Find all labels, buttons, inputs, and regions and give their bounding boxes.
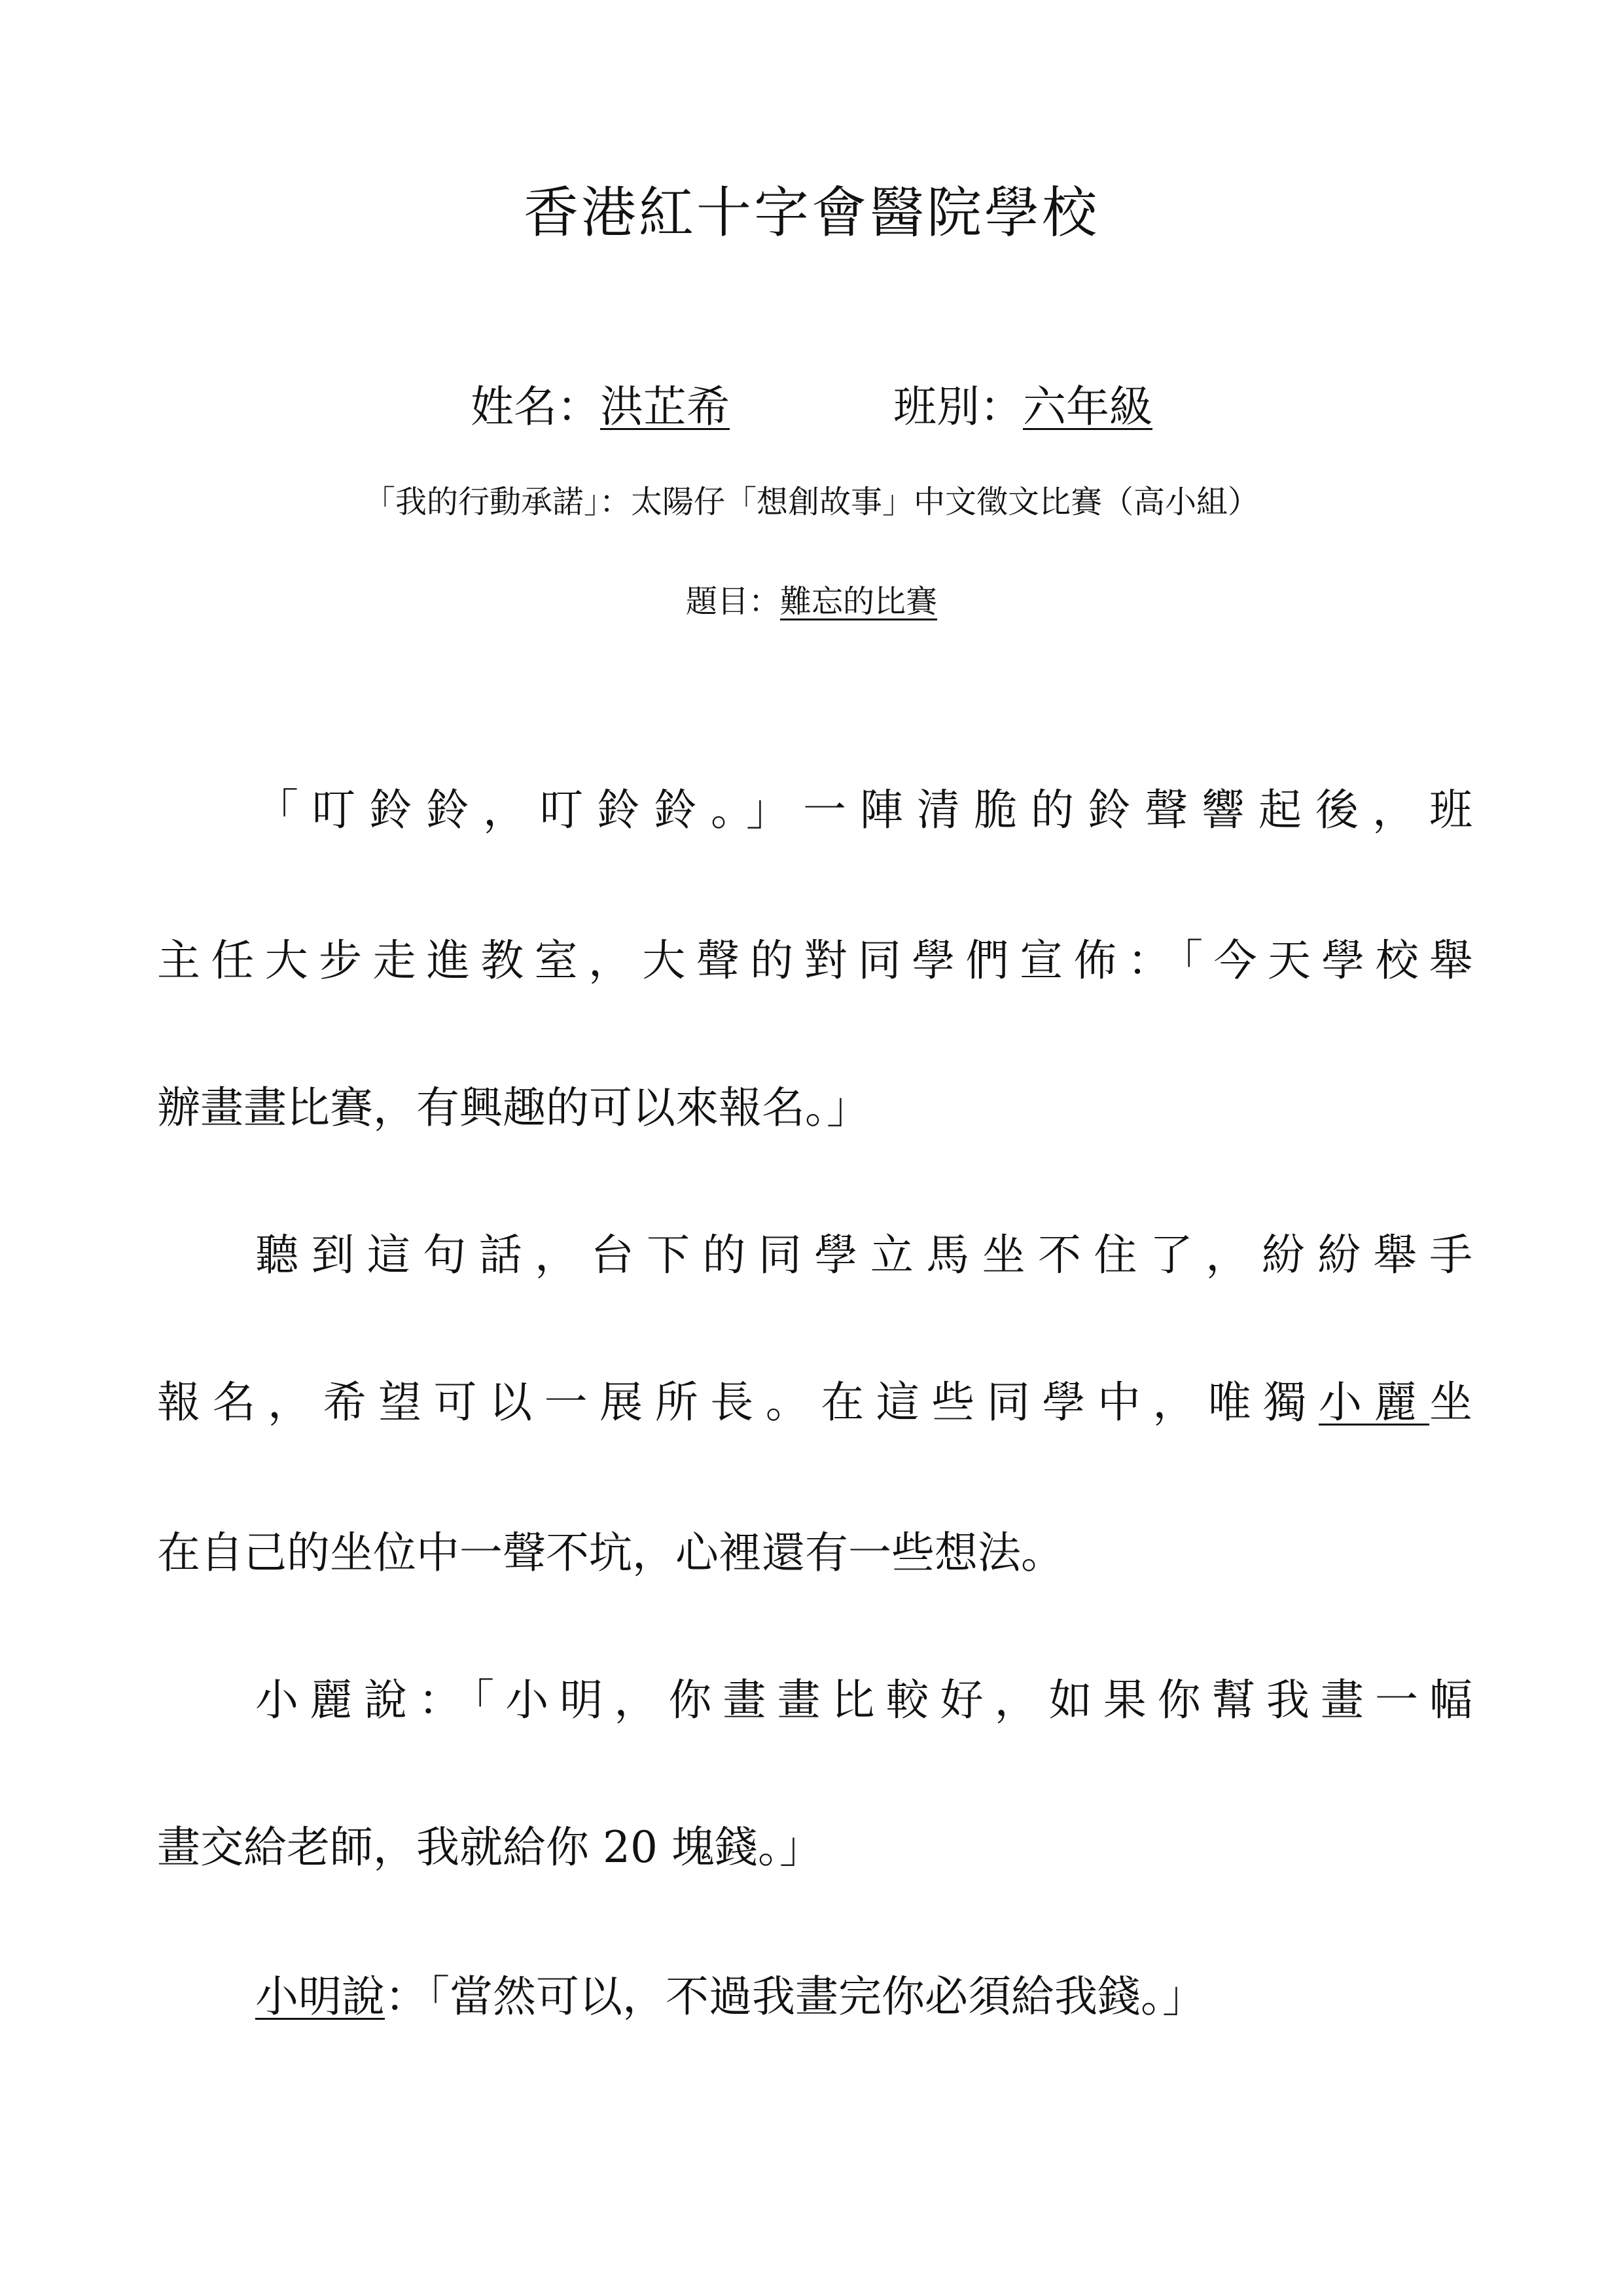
- essay-line: [157, 1377, 1473, 1427]
- essay-text: 坐: [1429, 1377, 1473, 1427]
- essay-line: [157, 1971, 1472, 2022]
- character-name: 小麗: [1318, 1377, 1430, 1427]
- class-label: 班別：: [893, 382, 1023, 432]
- essay-text: ：「當然可以，不過我畫完你必須給我錢。」: [385, 1971, 1205, 2022]
- essay-line: 畫交給老師，我就給你 20 塊錢。」: [157, 1822, 823, 1873]
- school-title: 香港紅十字會醫院學校: [523, 181, 1099, 245]
- student-name: 洪芷希: [600, 382, 730, 432]
- essay-line: 在自己的坐位中一聲不坑，心裡還有一些想法。: [157, 1528, 1064, 1578]
- student-class: 六年級: [1023, 382, 1152, 432]
- essay-text: 報名，希望可以一展所長。在這些同學中，唯獨: [157, 1377, 1319, 1427]
- topic-label: 題目：: [685, 583, 780, 620]
- competition-title: 「我的行動承諾」：太陽仔「想創故事」中文徵文比賽（高小組）: [363, 484, 1259, 520]
- essay-line: 「叮鈴鈴，叮鈴鈴。」一陣清脆的鈴聲響起後，班: [255, 785, 1472, 835]
- essay-line: 小麗說：「小明，你畫畫比較好，如果你幫我畫一幅: [255, 1675, 1472, 1725]
- name-label: 姓名：: [471, 382, 600, 432]
- character-name: 小明說: [255, 1971, 385, 2022]
- essay-line: 主任大步走進教室，大聲的對同學們宣佈：「今天學校舉: [157, 935, 1472, 986]
- essay-line: 聽到這句話，台下的同學立馬坐不住了，紛紛舉手: [255, 1230, 1472, 1280]
- essay-line: 辦畫畫比賽，有興趣的可以來報名。」: [157, 1083, 870, 1133]
- topic-value: 難忘的比賽: [780, 583, 938, 620]
- essay-topic: [0, 576, 1623, 621]
- student-info-row: [0, 372, 1623, 434]
